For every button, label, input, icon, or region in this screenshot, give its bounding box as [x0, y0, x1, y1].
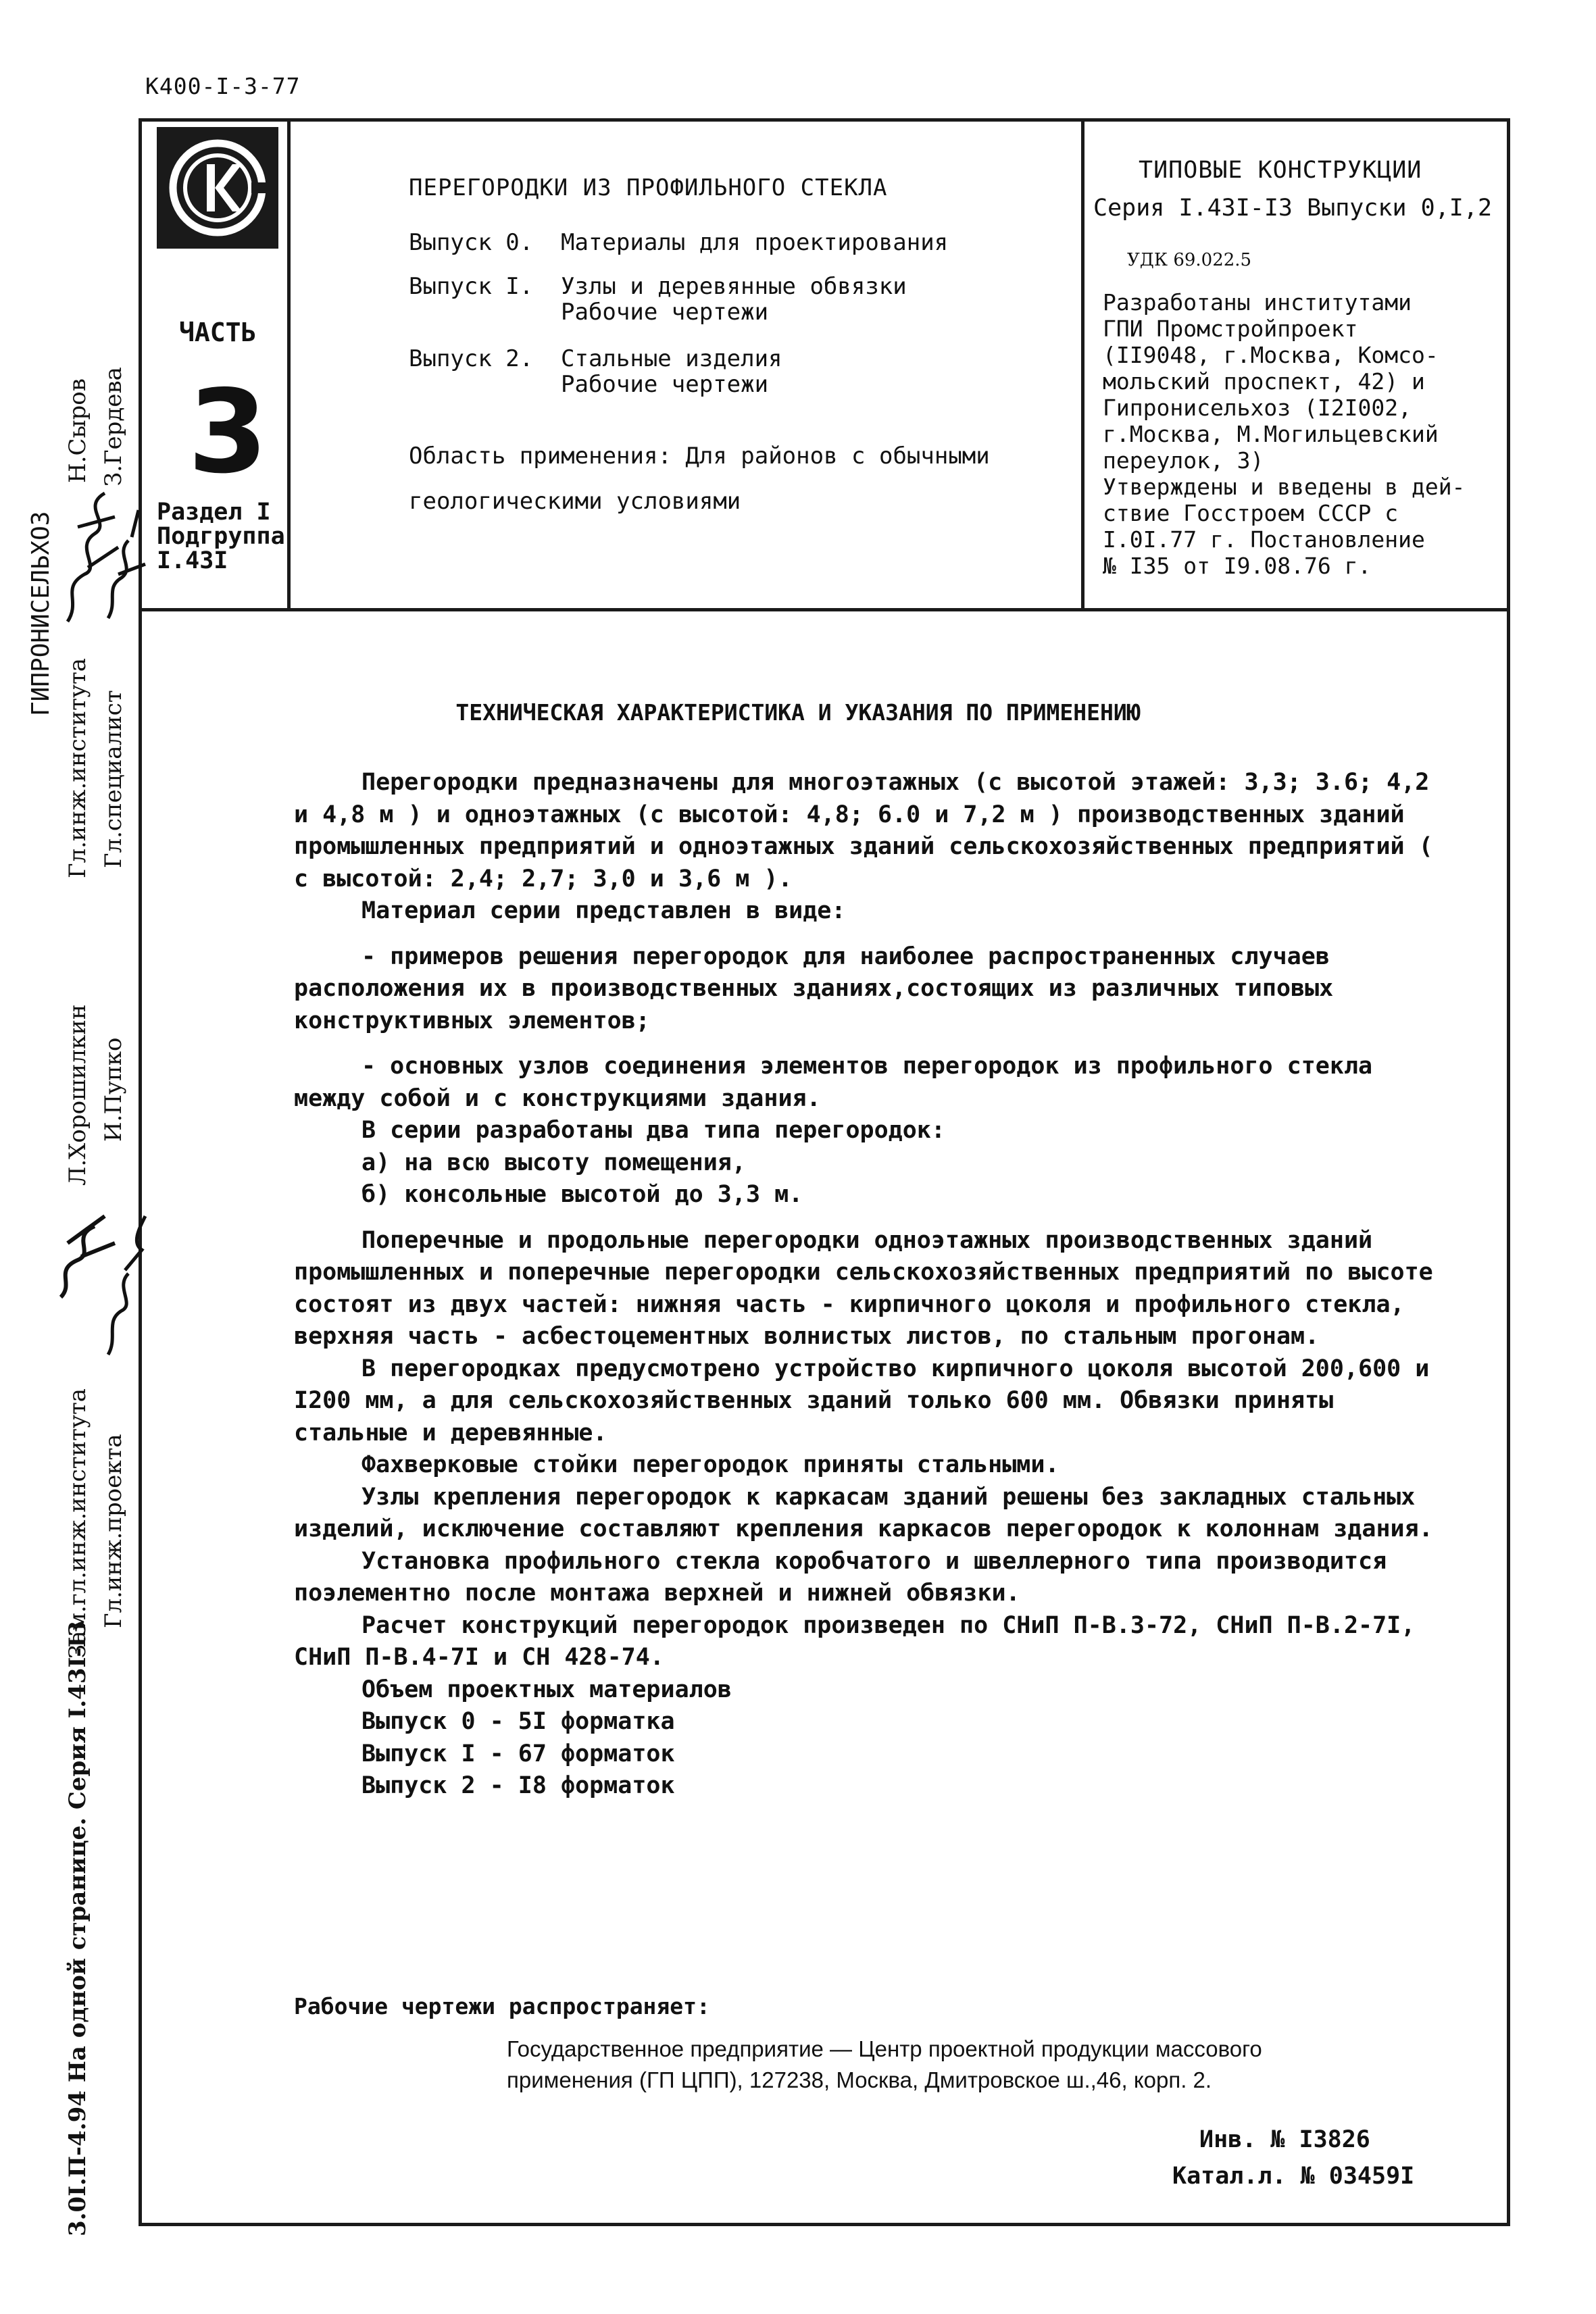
paragraph: Расчет конструкций перегородок произведен по СНиП П-В.3-72, СНиП П-В.2-7I, СНиП П-В.4-7I и СН 428-74.: [294, 1611, 1416, 1671]
issue-text: Стальные изделия: [561, 345, 782, 372]
signature-project-engineer: [95, 1209, 155, 1365]
paragraph: Выпуск 2 - I8 форматок: [361, 1772, 675, 1799]
paragraph: В серии разработаны два типа перегородок:: [361, 1117, 945, 1144]
standard-designs-title: ТИПОВЫЕ КОНСТРУКЦИИ: [1139, 157, 1422, 184]
distributor-info: [507, 2034, 1262, 2096]
main-body: [294, 767, 1443, 1803]
project-engineer-label: Гл.инж.проекта: [100, 1434, 127, 1628]
paragraph: - примеров решения перегородок для наиболее распространенных случаев расположения их в производственных зданиях,состоящих из различных типовых конструктивных элементов;: [294, 942, 1334, 1034]
deputy-engineer-label: Зам.гл.инж.института: [64, 1388, 91, 1659]
distribution-label: Рабочие чертежи распространяет:: [294, 1993, 710, 2019]
header-title: ПЕРЕГОРОДКИ ИЗ ПРОФИЛЬНОГО СТЕКЛА: [409, 174, 888, 201]
paragraph: Узлы крепления перегородок к каркасам зданий решены без закладных стальных изделий, исключение составляют крепления каркасов перегородок к колоннам здания.: [294, 1483, 1433, 1542]
chief-engineer-label: Гл.инж.института: [64, 657, 91, 878]
ck-logo: [157, 127, 278, 249]
chief-engineer-name: Н.Сыров: [64, 378, 91, 483]
distributor-line: применения (ГП ЦПП), 127238, Москва, Дмитровское ш.,46, корп. 2.: [507, 2067, 1212, 2092]
document-code: К400-I-3-77: [145, 73, 301, 99]
paragraph: Установка профильного стекла коробчатого и швеллерного типа производится поэлементно после монтажа верхней и нижней обвязки.: [294, 1547, 1387, 1607]
issue-label: Выпуск 0.: [409, 229, 534, 256]
paragraph: Поперечные и продольные перегородки одноэтажных производственных зданий промышленных и поперечные перегородки сельскохозяйственных предприятий по высоте состоят из двух частей: нижняя часть - кирпичного цоколя и профильного стекла, верхняя часть - асбестоцементных волнистых листов, по стальным прогонам.: [294, 1226, 1433, 1350]
issue-label: Выпуск I.: [409, 273, 534, 300]
inventory-number: Инв. № I3826: [1199, 2126, 1370, 2153]
project-engineer-name: И.Пупко: [100, 1037, 127, 1142]
section-info: [157, 500, 285, 573]
paragraph: Материал серии представлен в виде:: [361, 897, 846, 924]
signature-chief-specialist: [98, 500, 159, 628]
deputy-engineer-name: Л.Хорошилкин: [64, 1004, 91, 1186]
issue-2: [409, 346, 782, 397]
header-column-divider-left: [287, 118, 291, 608]
main-title: ТЕХНИЧЕСКАЯ ХАРАКТЕРИСТИКА И УКАЗАНИЯ ПО ПРИМЕНЕНИЮ: [455, 699, 1141, 726]
developer-info: Разработаны институтами ГПИ Промстройпроект (II9048, г.Москва, Комсо- мольский проспект, 42) и Гипронисельхоз (I2I002, г.Москва, М.Могильцевский переулок, 3) Утверждены и введены в дей- ствие Госстроем СССР с I.0I.77 г. Постановление № I35 от I9.08.76 г.: [1103, 289, 1466, 579]
issue-text: Рабочие чертежи: [561, 371, 769, 398]
paragraph: а) на всю высоту помещения,: [361, 1149, 746, 1176]
issue-text: Узлы и деревянные обвязки: [561, 273, 907, 300]
issue-text: Материалы для проектирования: [561, 229, 949, 256]
paragraph: Перегородки предназначены для многоэтажных (с высотой этажей: 3,3; 3.6; 4,2 и 4,8 м ) и одноэтажных (с высотой: 4,8; 6.0 и 7,2 м ) производственных зданий промышленных предприятий и одноэтажных зданий сельскохозяйственных предприятий ( с высотой: 2,4; 2,7; 3,0 и 3,6 м ).: [294, 769, 1433, 892]
part-label: ЧАСТЬ: [179, 318, 257, 347]
section-line: Раздел I: [157, 499, 271, 526]
paragraph: - основных узлов соединения элементов перегородок из профильного стекла между собой и с конструкциями здания.: [294, 1053, 1373, 1112]
chief-specialist-label: Гл.специалист: [100, 690, 127, 868]
issue-0: [409, 230, 948, 255]
paragraph: б) консольные высотой до 3,3 м.: [361, 1181, 803, 1208]
series-info: Серия I.43I-I3 Выпуски 0,I,2: [1093, 195, 1493, 222]
chief-specialist-name: З.Гердева: [100, 367, 127, 486]
paragraph: Объем проектных материалов: [361, 1676, 732, 1703]
scope-line-1: Область применения: Для районов с обычными: [409, 443, 990, 470]
paragraph: Выпуск I - 67 форматок: [361, 1740, 675, 1767]
subgroup-line: Подгруппа: [157, 523, 285, 550]
paragraph: Выпуск 0 - 5I форматка: [361, 1708, 675, 1735]
paragraph: В перегородках предусмотрено устройство кирпичного цоколя высотой 200,600 и I200 мм, а для сельскохозяйственных зданий только 600 мм. Обвязки приняты стальные и деревянные.: [294, 1355, 1430, 1447]
inventory-info: [1172, 2121, 1414, 2194]
issue-label: Выпуск 2.: [409, 345, 534, 372]
series-footer: 3.0I.П-4.94 На одной странице. Серия I.43I-I3: [64, 1620, 91, 2236]
scope-line-2: геологическими условиями: [409, 488, 741, 515]
subgroup-code: I.43I: [157, 547, 228, 574]
part-number: 3: [188, 366, 268, 499]
header-divider: [139, 608, 1510, 611]
header-column-divider-right: [1081, 118, 1084, 608]
issue-text: Рабочие чертежи: [561, 299, 769, 326]
paragraph: Фахверковые стойки перегородок приняты стальными.: [361, 1451, 1059, 1478]
institute-name: ГИПРОНИСЕЛЬХОЗ: [27, 511, 55, 716]
issue-1: [409, 274, 907, 325]
catalog-number: Катал.л. № 03459I: [1172, 2163, 1415, 2190]
distributor-line: Государственное предприятие — Центр проектной продукции массового: [507, 2036, 1262, 2061]
udk-code: УДК 69.022.5: [1127, 250, 1252, 270]
